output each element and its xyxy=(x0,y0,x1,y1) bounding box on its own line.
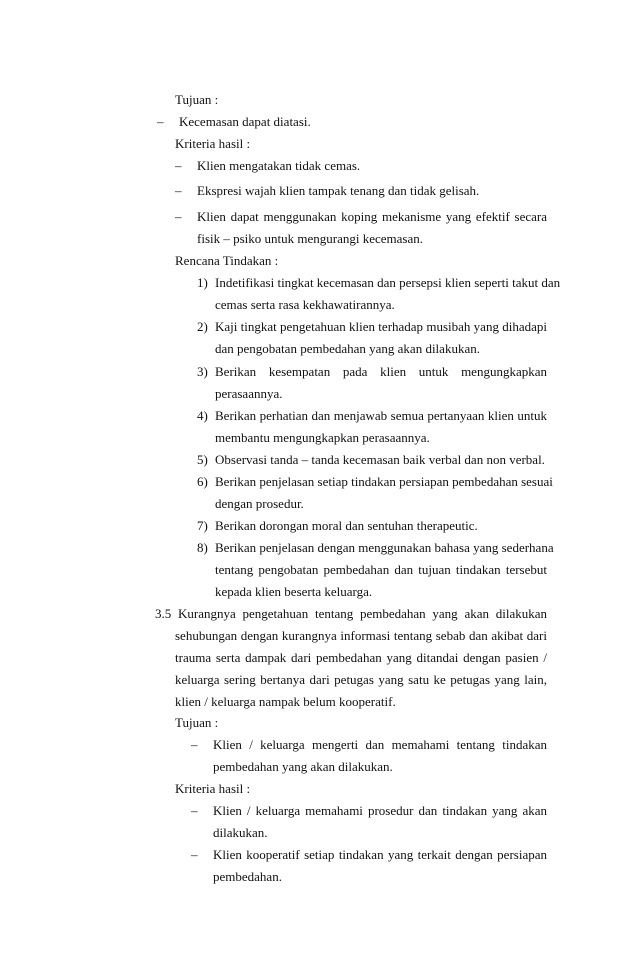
section-text: klien / keluarga nampak belum kooperatif. xyxy=(175,694,396,709)
tujuan-item: Kecemasan dapat diatasi. xyxy=(179,114,311,129)
kriteria-item: Klien / keluarga memahami prosedur dan tindakan yang akan xyxy=(213,803,547,818)
section-text: Kurangnya pengetahuan tentang pembedahan yang akan dilakukan xyxy=(178,606,547,621)
list-item: Berikan kesempatan pada klien untuk mengungkapkan xyxy=(215,364,547,379)
list-item: Berikan penjelasan dengan menggunakan bahasa yang sederhana xyxy=(215,540,554,555)
kriteria-item: Klien dapat menggunakan koping mekanisme yang efektif secara xyxy=(197,209,547,224)
kriteria-item-cont: fisik – psiko untuk mengurangi kecemasan. xyxy=(197,231,424,246)
dash-bullet: – xyxy=(191,737,198,752)
list-item: Observasi tanda – tanda kecemasan baik verbal dan non verbal. xyxy=(215,452,545,467)
kriteria-item: Klien mengatakan tidak cemas. xyxy=(197,158,361,173)
list-item-cont: kepada klien beserta keluarga. xyxy=(215,584,373,599)
kriteria-label: Kriteria hasil : xyxy=(175,781,251,796)
list-item: Berikan penjelasan setiap tindakan persiapan pembedahan sesuai xyxy=(215,474,553,489)
list-item: Berikan dorongan moral dan sentuhan therapeutic. xyxy=(215,518,478,533)
section-text: keluarga sering bertanya dari petugas yang satu ke petugas yang lain, xyxy=(175,672,547,687)
list-item-cont: perasaannya. xyxy=(215,386,283,401)
dash-bullet: – xyxy=(175,158,182,173)
list-item-cont: tentang pengobatan pembedahan dan tujuan tindakan tersebut xyxy=(215,562,547,577)
dash-bullet: – xyxy=(175,183,182,198)
kriteria-item-cont: dilakukan. xyxy=(213,825,268,840)
dash-bullet: – xyxy=(191,847,198,862)
tujuan-label: Tujuan : xyxy=(175,715,219,730)
list-number: 4) xyxy=(197,408,208,423)
list-number: 1) xyxy=(197,275,208,290)
rencana-label: Rencana Tindakan : xyxy=(175,253,279,268)
kriteria-label: Kriteria hasil : xyxy=(175,136,251,151)
list-item: Indetifikasi tingkat kecemasan dan persepsi klien seperti takut dan xyxy=(215,275,561,290)
section-text: sehubungan dengan kurangnya informasi tentang sebab dan akibat dari xyxy=(175,628,547,643)
list-item-cont: cemas serta rasa kekhawatirannya. xyxy=(215,297,395,312)
list-number: 7) xyxy=(197,518,208,533)
list-number: 2) xyxy=(197,319,208,334)
list-number: 3) xyxy=(197,364,208,379)
list-number: 5) xyxy=(197,452,208,467)
tujuan-label: Tujuan : xyxy=(175,92,219,107)
list-item-cont: membantu mengungkapkan perasaannya. xyxy=(215,430,430,445)
kriteria-item: Ekspresi wajah klien tampak tenang dan tidak gelisah. xyxy=(197,183,480,198)
list-item: Kaji tingkat pengetahuan klien terhadap musibah yang dihadapi xyxy=(215,319,547,334)
list-item: Berikan perhatian dan menjawab semua pertanyaan klien untuk xyxy=(215,408,547,423)
dash-bullet: – xyxy=(157,114,164,129)
list-item-cont: dan pengobatan pembedahan yang akan dilakukan. xyxy=(215,341,480,356)
dash-bullet: – xyxy=(175,209,182,224)
section-number: 3.5 xyxy=(155,606,172,621)
section-text: trauma serta dampak dari pembedahan yang ditandai dengan pasien / xyxy=(175,650,547,665)
list-number: 6) xyxy=(197,474,208,489)
tujuan-item-cont: pembedahan yang akan dilakukan. xyxy=(213,759,393,774)
tujuan-item: Klien / keluarga mengerti dan memahami tentang tindakan xyxy=(213,737,547,752)
kriteria-item-cont: pembedahan. xyxy=(213,869,282,884)
dash-bullet: – xyxy=(191,803,198,818)
kriteria-item: Klien kooperatif setiap tindakan yang terkait dengan persiapan xyxy=(213,847,547,862)
list-item-cont: dengan prosedur. xyxy=(215,496,304,511)
list-number: 8) xyxy=(197,540,208,555)
